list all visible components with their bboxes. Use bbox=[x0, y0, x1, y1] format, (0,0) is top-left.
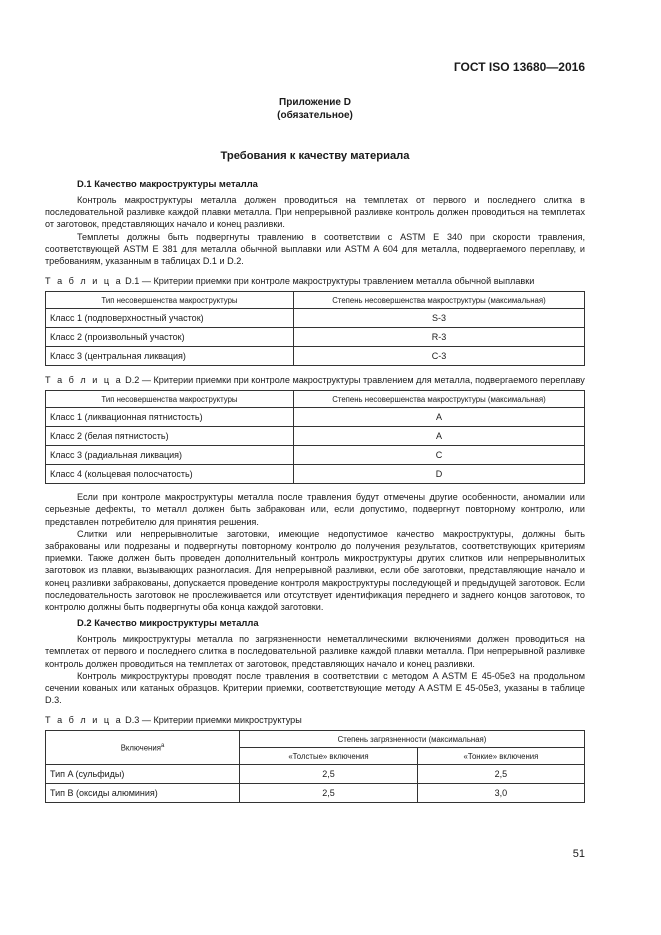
table-d2-caption bbox=[45, 374, 585, 386]
table-d3 bbox=[45, 730, 585, 803]
table-d1 bbox=[45, 291, 585, 366]
table-d2 bbox=[45, 390, 585, 484]
table-cell: 2,5 bbox=[240, 765, 418, 784]
table-header-row bbox=[46, 731, 585, 748]
section-title: Требования к качеству материала bbox=[220, 150, 410, 162]
table-d3-header-thick: «Толстые» включения bbox=[240, 748, 418, 765]
table-d3-label: Т а б л и ц а bbox=[45, 715, 123, 726]
table-cell: Класс 1 (ликвационная пятнистость) bbox=[46, 408, 294, 427]
appendix-title: Приложение D bbox=[279, 97, 351, 108]
table-row bbox=[46, 784, 585, 803]
table-d1-caption-text: D.1 — Критерии приемки при контроле макроструктуры травлением металла обычной выплавки bbox=[125, 276, 535, 287]
table-cell: S-3 bbox=[293, 309, 584, 328]
table-cell: R-3 bbox=[293, 328, 584, 347]
table-cell: C bbox=[293, 446, 584, 465]
page-number: 51 bbox=[572, 848, 585, 860]
table-d3-header-group: Степень загрязненности (максимальная) bbox=[240, 731, 585, 748]
table-d1-header-degree: Степень несовершенства макроструктуры (максимальная) bbox=[293, 292, 584, 309]
table-cell: Тип A (сульфиды) bbox=[46, 765, 240, 784]
table-row bbox=[46, 446, 585, 465]
table-cell: Тип B (оксиды алюминия) bbox=[46, 784, 240, 803]
table-cell: A bbox=[293, 408, 584, 427]
table-cell: 3,0 bbox=[417, 784, 584, 803]
d2-paragraph-1: Контроль микроструктуры металла по загрязненности неметаллическими включениями должен проводиться на темплетах от первого и последнего слитка в последовательной разливке каждой плавки металла. При непрерывной разливке контроль должен проводиться на темплетах от заготовок, представляющих начало и конец разливки. bbox=[45, 634, 585, 669]
table-cell: A bbox=[293, 427, 584, 446]
table-cell: Класс 2 (произвольный участок) bbox=[46, 328, 294, 347]
d1-after-paragraph-2: Слитки или непрерывнолитые заготовки, имеющие недопустимое качество макроструктуры, должны быть забракованы или подрезаны и подвергнуты повторному контролю до получения результатов, соответствующих критериям приемки. Также должен быть проведен дополнительный контроль микроструктуры других слитков или непрерывнолитых заготовок из плавки, вызывающих разногласия. Для непрерывной разливки, если обе заготовки, представляющие начало и конец разливки забракованы, допускается проведение контроля макроструктуры последующей и предыдущей заготовок. Если последовательность заготовок не прослеживается или отсутствует идентификация переднего и заднего концов заготовок, то контролю должны быть подвергнуты оба конца каждой заготовки. bbox=[45, 528, 585, 613]
table-row bbox=[46, 309, 585, 328]
table-d3-header-inclusions bbox=[46, 731, 240, 765]
table-cell: C-3 bbox=[293, 347, 584, 366]
table-d1-caption bbox=[45, 275, 585, 287]
table-d3-header-inclusions-text: Включения bbox=[120, 743, 161, 753]
d1-heading: D.1 Качество макроструктуры металла bbox=[77, 178, 258, 189]
document-body bbox=[45, 178, 585, 803]
table-row bbox=[46, 328, 585, 347]
table-d2-header-type: Тип несовершенства макроструктуры bbox=[46, 391, 294, 408]
appendix-subtitle: (обязательное) bbox=[277, 110, 353, 121]
table-cell: 2,5 bbox=[240, 784, 418, 803]
document-code: ГОСТ ISO 13680—2016 bbox=[453, 60, 585, 74]
table-cell: Класс 4 (кольцевая полосчатость) bbox=[46, 465, 294, 484]
table-row bbox=[46, 765, 585, 784]
table-cell: D bbox=[293, 465, 584, 484]
table-d3-caption-text: D.3 — Критерии приемки микроструктуры bbox=[125, 715, 302, 726]
d1-after-paragraph-1: Если при контроле макроструктуры металла после травления будут отмечены другие особенности, аномалии или серьезные дефекты, то металл должен быть забракован или, если допустимо, подвергнут повторному контролю, или представлен потребителю для принятия решения. bbox=[45, 492, 585, 527]
table-row bbox=[46, 408, 585, 427]
table-d1-header-type: Тип несовершенства макроструктуры bbox=[46, 292, 294, 309]
table-cell: 2,5 bbox=[417, 765, 584, 784]
footnote-marker: a bbox=[160, 743, 165, 750]
table-cell: Класс 3 (центральная ликвация) bbox=[46, 347, 294, 366]
table-d2-caption-text: D.2 — Критерии приемки при контроле макроструктуры травлением для металла, подвергаемого переплаву bbox=[125, 375, 585, 386]
table-d1-label: Т а б л и ц а bbox=[45, 276, 123, 287]
appendix-heading bbox=[45, 96, 585, 122]
d1-paragraph-2: Темплеты должны быть подвергнуты травлению в соответствии с ASTM E 340 при скорости травления, соответствующей ASTM E 381 для металла обычной выплавки или ASTM A 604 для металла, подвергаемого переплаву, и требованиям, указанным в таблицах D.1 и D.2. bbox=[45, 231, 585, 267]
table-d3-caption bbox=[45, 714, 585, 726]
table-d2-header-degree: Степень несовершенства макроструктуры (максимальная) bbox=[293, 391, 584, 408]
table-d2-label: Т а б л и ц а bbox=[45, 375, 123, 386]
table-header-row bbox=[46, 391, 585, 408]
d1-paragraph-1: Контроль макроструктуры металла должен проводиться на темплетах от первого и последнего слитка в последовательной разливке каждой плавки металла. При непрерывной разливке контроль должен проводиться на темплетах от заготовок, представляющих начало и конец разливки. bbox=[45, 195, 585, 230]
table-cell: Класс 3 (радиальная ликвация) bbox=[46, 446, 294, 465]
table-header-row bbox=[46, 292, 585, 309]
table-cell: Класс 2 (белая пятнистость) bbox=[46, 427, 294, 446]
table-row bbox=[46, 465, 585, 484]
table-row bbox=[46, 427, 585, 446]
table-cell: Класс 1 (подповерхностный участок) bbox=[46, 309, 294, 328]
d2-heading: D.2 Качество микроструктуры металла bbox=[77, 617, 259, 629]
table-row bbox=[46, 347, 585, 366]
d2-paragraph-2: Контроль микроструктуры проводят после травления в соответствии с методом A ASTM E 45-05e3 на продольном сечении кованых или катаных образцов. Критерии приемки, соответствующие методу A ASTM E 45-05e3, указаны в таблице D.3. bbox=[45, 670, 585, 706]
table-d3-header-thin: «Тонкие» включения bbox=[417, 748, 584, 765]
